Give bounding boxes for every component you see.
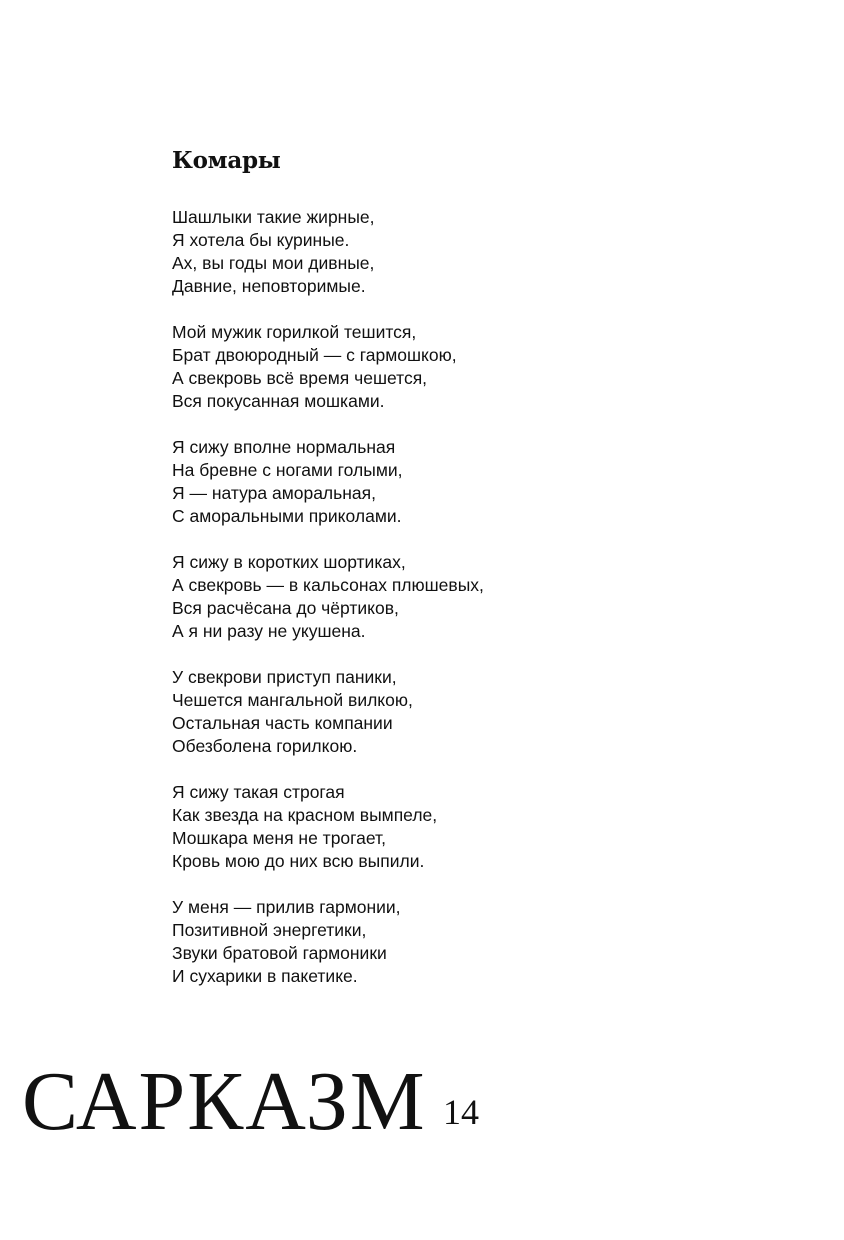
stanza: [172, 551, 732, 643]
poem-line: Вся покусанная мошками.: [172, 391, 385, 411]
stanza: [172, 666, 732, 758]
poem-line: На бревне с ногами голыми,: [172, 460, 403, 480]
stanza: [172, 436, 732, 528]
stanza: [172, 206, 732, 298]
poem-line: А свекровь — в кальсонах плюшевых,: [172, 575, 484, 595]
poem-line: Звуки братовой гармоники: [172, 943, 387, 963]
poem-line: Брат двоюродный — с гармошкою,: [172, 345, 457, 365]
stanza: [172, 781, 732, 873]
poem-line: Кровь мою до них всю выпили.: [172, 851, 425, 871]
poem-line: Я сижу вполне нормальная: [172, 437, 396, 457]
poem-line: Мошкара меня не трогает,: [172, 828, 386, 848]
poem-line: Остальная часть компании: [172, 713, 393, 733]
poem-line: Я сижу в коротких шортиках,: [172, 552, 406, 572]
stanza: [172, 896, 732, 988]
stanza: [172, 321, 732, 413]
poem-line: Вся расчёсана до чёртиков,: [172, 598, 399, 618]
poem-line: Я сижу такая строгая: [172, 782, 345, 802]
poem-line: Как звезда на красном вымпеле,: [172, 805, 438, 825]
poem-line: С аморальными приколами.: [172, 506, 402, 526]
poem-title: Комары: [172, 147, 281, 174]
poem-line: Мой мужик горилкой тешится,: [172, 322, 417, 342]
page-number: 14: [443, 1092, 479, 1132]
poem-line: И сухарики в пакетике.: [172, 966, 358, 986]
poem-line: Давние, неповторимые.: [172, 276, 366, 296]
poem-line: А я ни разу не укушена.: [172, 621, 366, 641]
poem-line: Я — натура аморальная,: [172, 483, 376, 503]
poem-line: Позитивной энергетики,: [172, 920, 367, 940]
poem-line: Обезболена горилкою.: [172, 736, 358, 756]
poem-line: Ах, вы годы мои дивные,: [172, 253, 375, 273]
poem-line: А свекровь всё время чешется,: [172, 368, 428, 388]
poem-line: Я хотела бы куриные.: [172, 230, 350, 250]
poem-body: [172, 206, 732, 1011]
book-title: САРКАЗМ: [22, 1055, 427, 1148]
poem-line: Шашлыки такие жирные,: [172, 207, 375, 227]
poem-line: У свекрови приступ паники,: [172, 667, 397, 687]
poem-line: Чешется мангальной вилкою,: [172, 690, 413, 710]
poem-line: У меня — прилив гармонии,: [172, 897, 401, 917]
